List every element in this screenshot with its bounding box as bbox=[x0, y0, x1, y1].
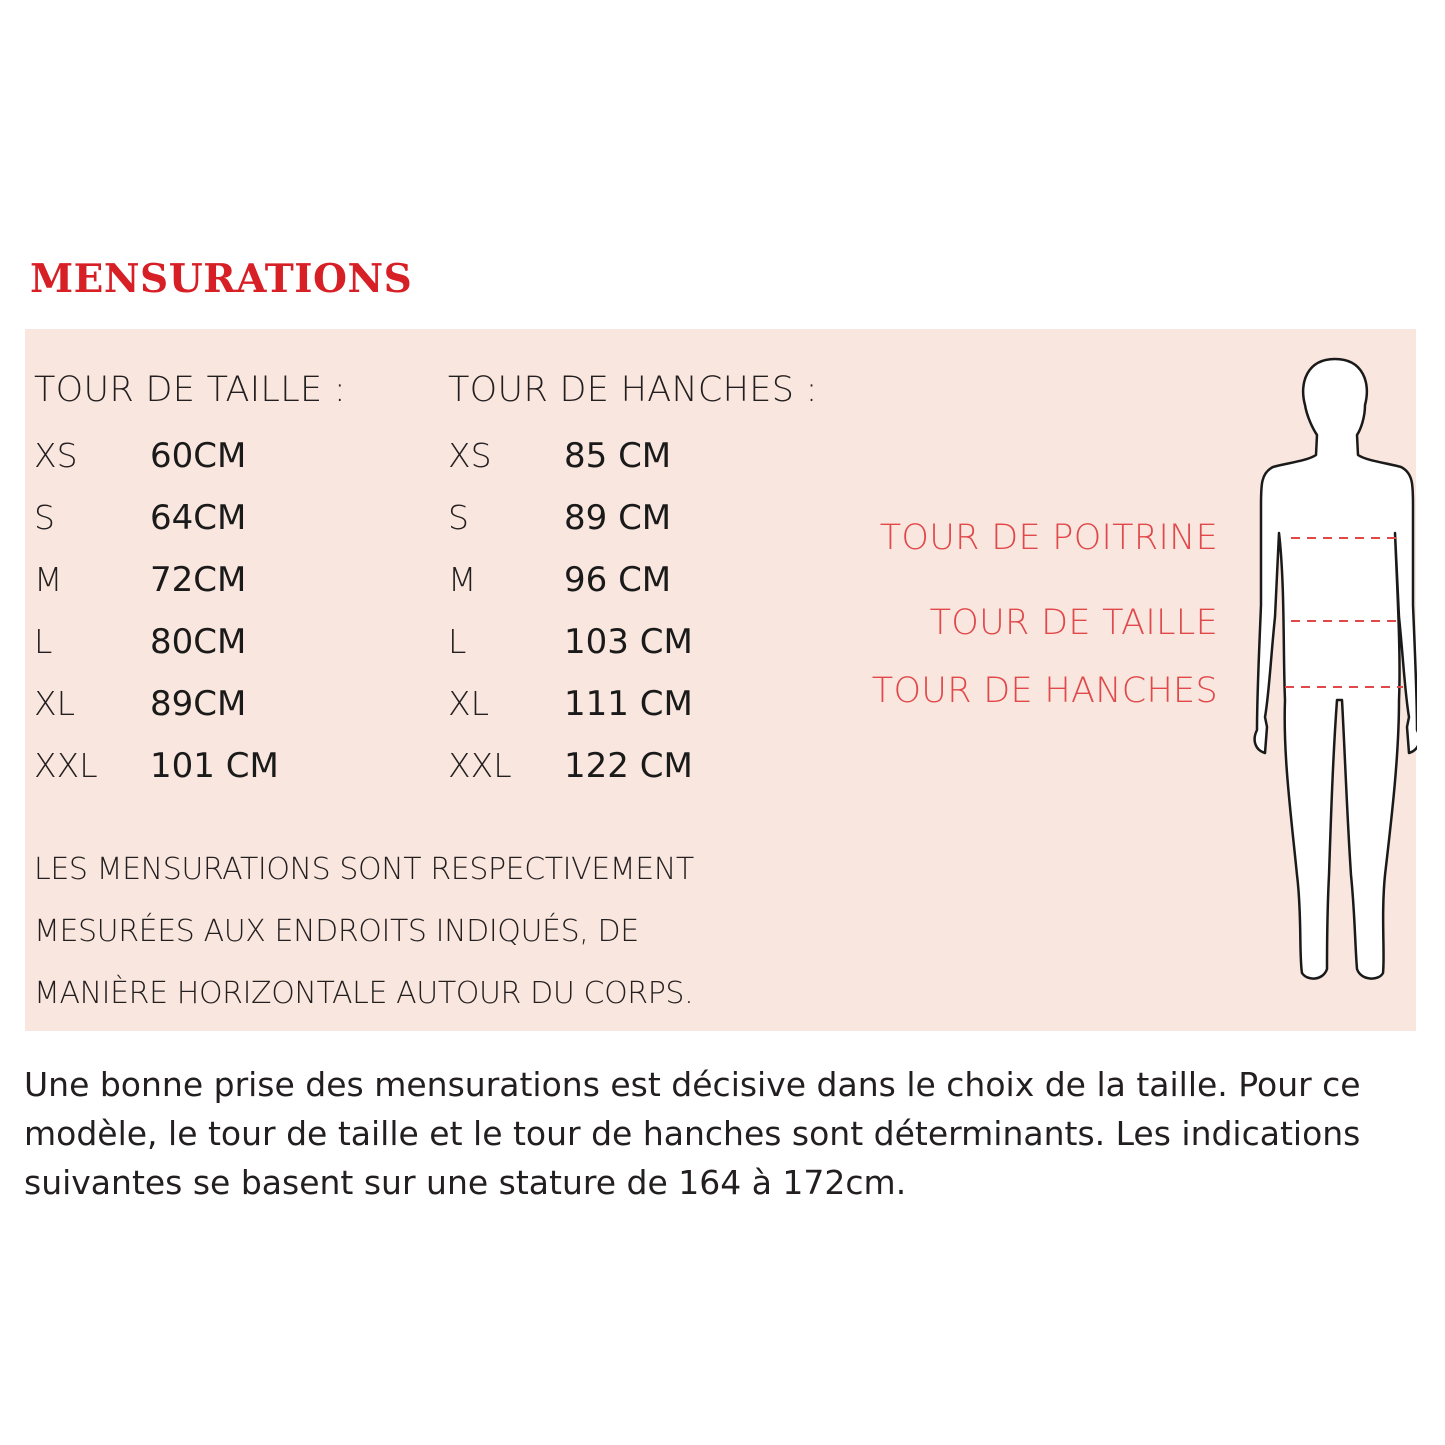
table-row bbox=[34, 549, 346, 611]
size-value: 122 CM bbox=[564, 746, 693, 786]
table-row bbox=[448, 735, 818, 797]
chest-marker-label: TOUR DE POITRINE bbox=[879, 518, 1218, 558]
size-label: S bbox=[34, 498, 55, 537]
table-row bbox=[34, 735, 346, 797]
table-row bbox=[34, 425, 346, 487]
size-label: XS bbox=[34, 436, 78, 475]
hips-heading: TOUR DE HANCHES : bbox=[448, 370, 818, 410]
size-label: XL bbox=[34, 684, 75, 723]
waist-heading: TOUR DE TAILLE : bbox=[34, 370, 346, 410]
size-label: XXL bbox=[34, 746, 98, 785]
size-label: L bbox=[448, 622, 467, 661]
table-row bbox=[448, 611, 818, 673]
description-line: Une bonne prise des mensurations est décisive dans le choix de la taille. Pour ce bbox=[24, 1065, 1361, 1104]
size-label: XS bbox=[448, 436, 492, 475]
size-label: M bbox=[448, 560, 477, 599]
size-label: XXL bbox=[448, 746, 512, 785]
table-row bbox=[448, 425, 818, 487]
description-line: modèle, le tour de taille et le tour de hanches sont déterminants. Les indications bbox=[24, 1114, 1361, 1153]
size-value: 103 CM bbox=[564, 622, 693, 662]
size-value: 64CM bbox=[150, 498, 247, 538]
size-value: 60CM bbox=[150, 436, 247, 476]
hips-column bbox=[448, 365, 818, 797]
table-row bbox=[34, 611, 346, 673]
size-label: XL bbox=[448, 684, 489, 723]
size-value: 72CM bbox=[150, 560, 247, 600]
table-row bbox=[34, 487, 346, 549]
size-chart-panel bbox=[25, 329, 1416, 1031]
table-row bbox=[34, 673, 346, 735]
page-title: MENSURATIONS bbox=[30, 256, 413, 302]
note-line: MESURÉES AUX ENDROITS INDIQUÉS, DE bbox=[34, 914, 639, 949]
size-value: 85 CM bbox=[564, 436, 672, 476]
size-label: L bbox=[34, 622, 53, 661]
table-row bbox=[448, 673, 818, 735]
size-value: 111 CM bbox=[564, 684, 693, 724]
size-value: 89CM bbox=[150, 684, 247, 724]
table-row bbox=[448, 487, 818, 549]
size-label: S bbox=[448, 498, 469, 537]
measurement-note bbox=[34, 839, 694, 1025]
note-line: MANIÈRE HORIZONTALE AUTOUR DU CORPS. bbox=[34, 976, 694, 1011]
size-value: 101 CM bbox=[150, 746, 279, 786]
waist-marker-label: TOUR DE TAILLE bbox=[929, 603, 1218, 643]
size-value: 96 CM bbox=[564, 560, 672, 600]
table-row bbox=[448, 549, 818, 611]
size-value: 89 CM bbox=[564, 498, 672, 538]
description-line: suivantes se basent sur une stature de 164 à 172cm. bbox=[24, 1163, 907, 1202]
note-line: LES MENSURATIONS SONT RESPECTIVEMENT bbox=[34, 852, 694, 887]
description bbox=[24, 1060, 1424, 1207]
body-silhouette-icon bbox=[1247, 355, 1417, 985]
hips-marker-label: TOUR DE HANCHES bbox=[871, 671, 1218, 711]
waist-column bbox=[34, 365, 346, 797]
size-label: M bbox=[34, 560, 63, 599]
size-value: 80CM bbox=[150, 622, 247, 662]
